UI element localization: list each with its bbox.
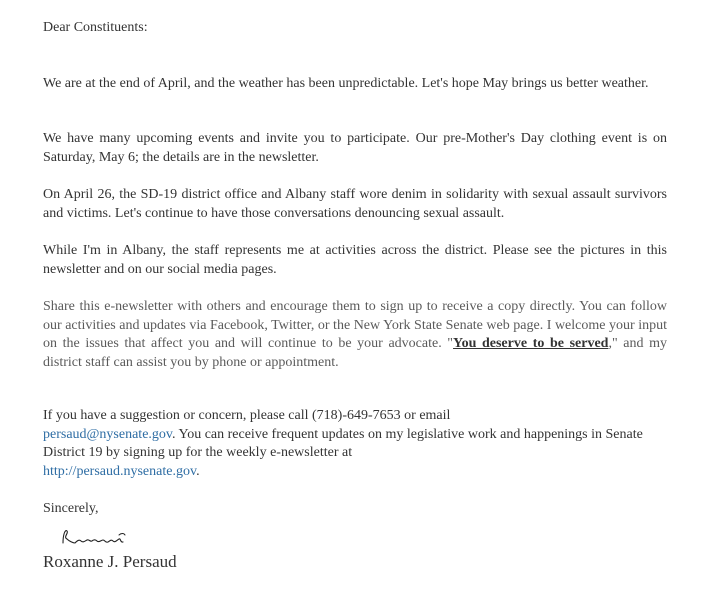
email-link[interactable]: persaud@nysenate.gov xyxy=(43,426,173,442)
handwritten-signature xyxy=(57,523,129,551)
share-text-end: ," and my district staff can assist you by phone or appointment. xyxy=(43,336,667,370)
signer-name: Roxanne J. Persaud xyxy=(43,552,177,571)
paragraph-events: We have many upcoming events and invite you to participate. Our pre-Mother's Day clothing event is on Saturday, May 6; the details are in the newsletter. xyxy=(43,131,667,165)
contact-line: If you have a suggestion or concern, please call (718)-649-7653 or email xyxy=(43,408,451,423)
paragraph-contact xyxy=(43,407,667,481)
salutation: Dear Constituents: xyxy=(43,20,148,35)
paragraph-share-newsletter xyxy=(43,298,667,372)
paragraph-denim-day: On April 26, the SD-19 district office and Albany staff wore denim in solidarity with sexual assault survivors and victims. Let's continue to have those conversations denouncing sexual assault. xyxy=(43,187,667,221)
website-link[interactable]: http://persaud.nysenate.gov xyxy=(43,463,197,479)
share-text-start: Share this e-newsletter with others and encourage them to sign up to receive a copy directly. You can follow our activities and updates via Facebook, Twitter, or the New York State Senate web page. I welcome your input on the issues that affect you and will continue to be your advocate. " xyxy=(43,299,667,351)
contact-end-period: . xyxy=(196,463,200,479)
contact-updates-text: . You can receive frequent updates on my legislative work and happenings in Senate District 19 by signing up for the weekly e-newsletter at xyxy=(43,426,643,460)
paragraph-weather: We are at the end of April, and the weather has been unpredictable. Let's hope May brings us better weather. xyxy=(43,76,649,91)
slogan-emphasis: You deserve to be served xyxy=(453,336,609,351)
paragraph-staff-activities: While I'm in Albany, the staff represents me at activities across the district. Please see the pictures in this newsletter and on our social media pages. xyxy=(43,243,667,277)
closing: Sincerely, xyxy=(43,501,99,516)
